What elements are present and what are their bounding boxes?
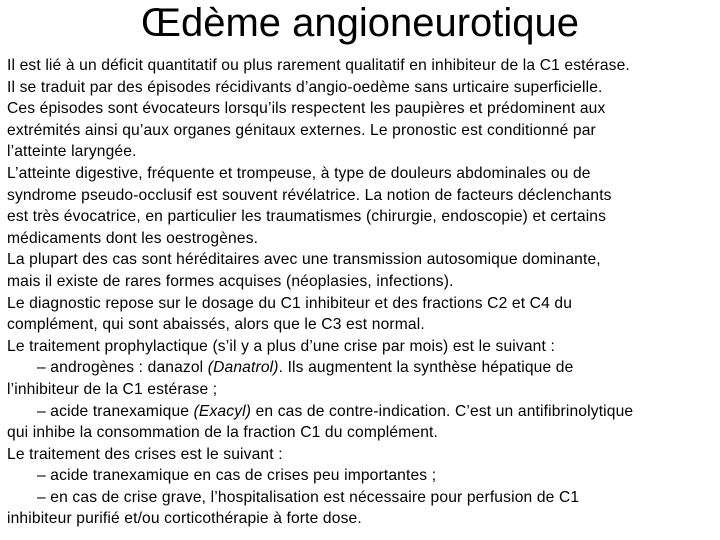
text-line (7, 77, 718, 99)
text-run: La plupart des cas sont héréditaires avec une transmission autosomique dominante, (7, 251, 601, 269)
text-line (7, 228, 718, 250)
drug-brand-name: (Exacyl) (193, 402, 252, 420)
text-line (7, 314, 718, 336)
text-line (7, 55, 718, 77)
text-run: mais il existe de rares formes acquises (néoplasies, infections). (7, 272, 454, 290)
text-line (7, 508, 718, 530)
text-run: Le traitement prophylactique (s’il y a plus d’une crise par mois) est le suivant : (7, 337, 555, 355)
text-line (7, 293, 718, 315)
text-line (7, 163, 718, 185)
text-run: qui inhibe la consommation de la fraction C1 du complément. (7, 424, 438, 442)
body-text (7, 55, 718, 530)
text-run: extrémités ainsi qu’aux organes génitaux externes. Le pronostic est conditionné par (7, 121, 596, 139)
text-run: – en cas de crise grave, l’hospitalisation est nécessaire pour perfusion de C1 (37, 488, 580, 506)
text-line (7, 120, 718, 142)
text-run: complément, qui sont abaissés, alors que le C3 est normal. (7, 316, 425, 334)
text-run: est très évocatrice, en particulier les traumatismes (chirurgie, endoscopie) et certains (7, 208, 607, 226)
text-run: en cas de contre-indication. C’est un antifibrinolytique (251, 402, 634, 420)
text-line (7, 444, 718, 466)
text-run: inhibiteur purifié et/ou corticothérapie à forte dose. (7, 510, 362, 528)
text-line-indented (7, 401, 718, 423)
text-run: l’inhibiteur de la C1 estérase ; (7, 380, 218, 398)
text-run: Ces épisodes sont évocateurs lorsqu’ils respectent les paupières et prédominent aux (7, 100, 606, 118)
text-line (7, 185, 718, 207)
page-title: Œdème angioneurotique (140, 1, 580, 45)
text-line (7, 422, 718, 444)
text-line-indented (7, 465, 718, 487)
text-line (7, 98, 718, 120)
text-run: syndrome pseudo-occlusif est souvent révélatrice. La notion de facteurs déclenchants (7, 186, 612, 204)
text-line (7, 249, 718, 271)
text-line (7, 206, 718, 228)
text-run: Le diagnostic repose sur le dosage du C1 inhibiteur et des fractions C2 et C4 du (7, 294, 573, 312)
text-run: l’atteinte laryngée. (7, 143, 137, 161)
text-line-indented (7, 357, 718, 379)
text-line (7, 336, 718, 358)
text-line-indented (7, 487, 718, 509)
text-run: médicaments dont les oestrogènes. (7, 229, 259, 247)
text-run: Le traitement des crises est le suivant : (7, 445, 283, 463)
text-line (7, 379, 718, 401)
text-run: L’atteinte digestive, fréquente et trompeuse, à type de douleurs abdominales ou de (7, 164, 591, 182)
text-line (7, 141, 718, 163)
text-line (7, 271, 718, 293)
drug-brand-name: (Danatrol) (207, 359, 279, 377)
text-run: Il se traduit par des épisodes récidivants d’angio-oedème sans urticaire superficielle. (7, 78, 603, 96)
text-run: – acide tranexamique en cas de crises peu importantes ; (37, 467, 437, 485)
text-run: Il est lié à un déficit quantitatif ou plus rarement qualitatif en inhibiteur de la C1 estérase. (7, 57, 630, 74)
text-run: . Ils augmentent la synthèse hépatique de (278, 359, 574, 377)
text-run: – acide tranexamique (37, 402, 194, 420)
text-run: – androgènes : danazol (37, 359, 208, 377)
